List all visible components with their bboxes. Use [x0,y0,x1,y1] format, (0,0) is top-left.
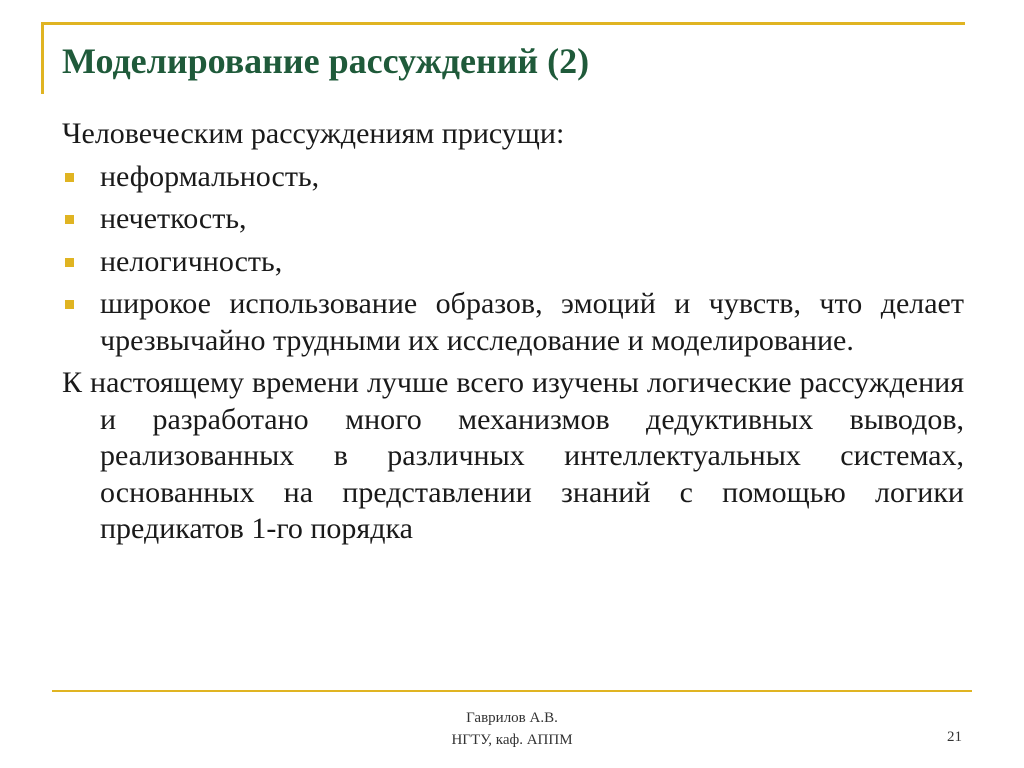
slide-content [62,116,964,548]
slide-title: Моделирование рассуждений (2) [62,41,590,81]
page-number: 21 [947,729,962,745]
bullet-text: широкое использование образов, эмоций и чувств, что делает чрезвычайно трудными их исследование и моделирование. [100,287,964,357]
square-bullet-icon [65,215,74,224]
intro-text: Человеческим рассуждениям присущи: [62,117,565,150]
footer-divider [52,690,972,692]
bullet-text: нелогичность, [100,244,283,278]
bullet-item [62,201,964,238]
title-frame-vertical-rule [41,22,44,94]
square-bullet-icon [65,258,74,267]
bullet-item [62,286,964,359]
bullet-text: нечеткость, [100,202,247,235]
footer-author: Гаврилов А.В. [466,710,558,726]
bullet-text: неформальность, [100,159,320,193]
bullet-list [62,159,964,360]
footer-credits [0,707,1024,751]
square-bullet-icon [65,300,74,309]
footer-affiliation: НГТУ, каф. АППМ [451,732,573,748]
bullet-item [62,244,964,281]
bullet-item [62,159,964,196]
square-bullet-icon [65,173,74,182]
title-frame-horizontal-rule [41,22,965,25]
conclusion-text: К настоящему времени лучше всего изучены логические рассуждения и разработано много механизмов дедуктивных выводов, реализованных в различных интеллектуальных системах, основанных на представлении знаний с помощью логики предикатов 1-го порядка [62,366,964,545]
